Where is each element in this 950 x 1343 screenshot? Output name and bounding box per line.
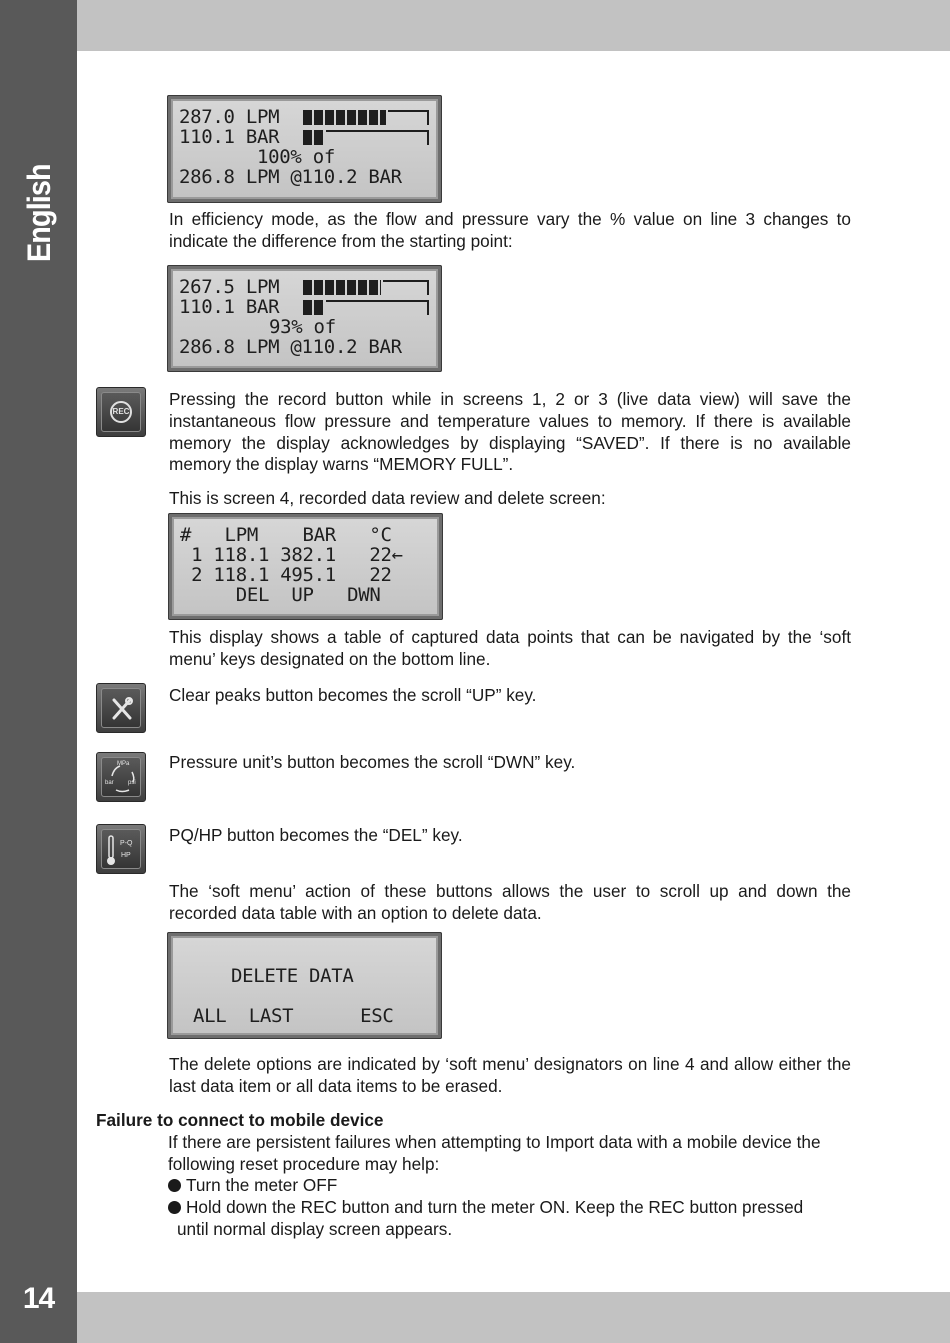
table-row-2: 2 118.1 495.1 22: [180, 564, 392, 586]
paragraph-record-button: Pressing the record button while in screens 1, 2 or 3 (live data view) will save the instantaneous flow pressure and temperature values to memory. If there is available memory the display acknowledges by displaying “SAVED”. If there is no available memory the display warns “MEMORY FULL”.: [169, 389, 851, 475]
efficiency-percent: 100% of: [257, 146, 335, 168]
page-number: 14: [22, 1282, 55, 1315]
flow-value: 287.0: [179, 106, 235, 128]
pq-hp-button-icon: [96, 824, 146, 874]
paragraph-table-navigation: This display shows a table of captured data points that can be navigated by the ‘soft menu’ keys designated on the bottom line.: [169, 627, 851, 669]
efficiency-percent: 93% of: [269, 316, 336, 338]
flow-unit: LPM: [245, 276, 280, 298]
table-row-1: 1 118.1 382.1 22←: [180, 544, 403, 566]
reference-point: 286.8 LPM @110.2 BAR: [179, 336, 402, 358]
header-bar: [77, 0, 950, 51]
pressure-unit: BAR: [245, 296, 280, 318]
pressure-unit-button-icon: [96, 752, 146, 802]
lcd-display-efficiency-100: [167, 95, 442, 203]
delete-data-title: DELETE DATA: [231, 965, 354, 987]
paragraph-delete-options: The delete options are indicated by ‘soft menu’ designators on line 4 and allow either the last data item or all data items to be erased.: [169, 1054, 851, 1096]
flow-bargraph: [303, 277, 429, 297]
flow-value: 267.5: [179, 276, 235, 298]
tools-icon: [102, 689, 142, 729]
mpa-label: MPa: [117, 761, 130, 767]
lcd-display-delete-data: [167, 932, 442, 1039]
bullet-text: Hold down the REC button and turn the meter ON. Keep the REC button pressed: [186, 1197, 804, 1217]
bullet-icon: [168, 1179, 181, 1192]
clear-peaks-button-icon: [96, 683, 146, 733]
bullet-icon: [168, 1201, 181, 1214]
paragraph-screen-4: This is screen 4, recorded data review and delete screen:: [169, 488, 606, 508]
paragraph-clear-peaks: Clear peaks button becomes the scroll “UP” key.: [169, 685, 537, 705]
pressure-value: 110.1: [179, 126, 235, 148]
language-label: English: [21, 164, 57, 262]
table-header: # LPM BAR °C: [180, 524, 392, 546]
delete-softkeys: ALL LAST ESC: [193, 1005, 394, 1027]
cycle-arrows-icon: [102, 758, 142, 798]
reference-point: 286.8 LPM @110.2 BAR: [179, 166, 402, 188]
flow-unit: LPM: [245, 106, 280, 128]
section-heading-failure: Failure to connect to mobile device: [96, 1110, 384, 1130]
pq-label: P-Q: [120, 840, 133, 847]
flow-bargraph: [303, 107, 429, 127]
paragraph-reset-procedure: If there are persistent failures when attempting to Import data with a mobile device the following reset procedure may help:: [168, 1132, 821, 1174]
pressure-value: 110.1: [179, 296, 235, 318]
footer-bar: [77, 1292, 950, 1343]
bullet-item-2: [168, 1197, 858, 1219]
pressure-bargraph: [303, 297, 429, 317]
paragraph-pq-hp: PQ/HP button becomes the “DEL” key.: [169, 825, 463, 845]
bar-label: bar: [105, 780, 114, 786]
softkey-labels: DEL UP DWN: [180, 584, 381, 606]
bullet-text: Turn the meter OFF: [186, 1175, 338, 1195]
rec-button-icon: [96, 387, 146, 437]
rec-icon: REC: [110, 401, 132, 423]
hp-label: HP: [121, 852, 131, 859]
lcd-display-recorded-data: [168, 513, 443, 620]
paragraph-efficiency-mode: In efficiency mode, as the flow and pressure vary the % value on line 3 changes to indicate the difference from the starting point:: [169, 209, 851, 251]
lcd-display-efficiency-93: [167, 265, 442, 372]
thermometer-icon: [102, 830, 142, 870]
pressure-bargraph: [303, 127, 429, 147]
pressure-unit: BAR: [245, 126, 280, 148]
paragraph-pressure-unit: Pressure unit’s button becomes the scroll “DWN” key.: [169, 752, 576, 772]
psi-label: psi: [128, 780, 136, 786]
bullet-item-1: [168, 1175, 858, 1197]
paragraph-soft-menu: The ‘soft menu’ action of these buttons allows the user to scroll up and down the recorded data table with an option to delete data.: [169, 881, 851, 923]
bullet-item-2-continued: until normal display screen appears.: [177, 1219, 453, 1239]
